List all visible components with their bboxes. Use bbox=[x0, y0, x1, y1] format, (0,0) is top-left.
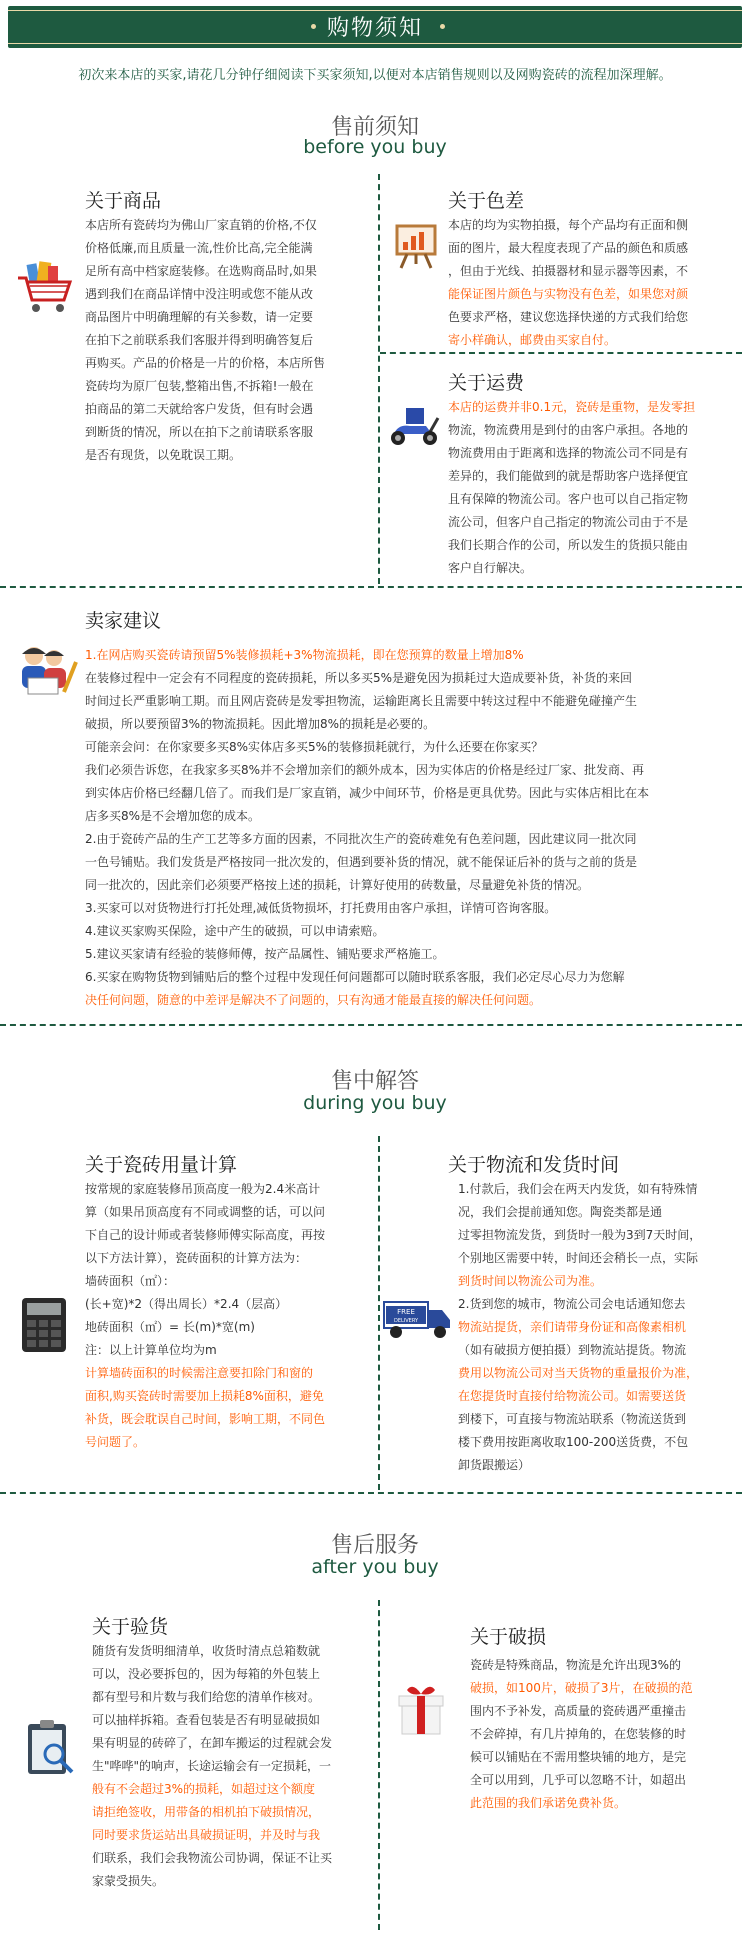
delivery-line: 到楼下，可直接与物流站联系（物流送货到 bbox=[458, 1412, 687, 1426]
delivery-line: 1.付款后，我们会在两天内发货，如有特殊情 bbox=[458, 1182, 698, 1196]
calc-line: 面积,购买瓷砖时需要加上损耗8%面积，避免 bbox=[85, 1389, 324, 1403]
advice-divider-bottom bbox=[0, 1024, 742, 1026]
delivery-line: 卸货跟搬运） bbox=[458, 1458, 531, 1472]
delivery-line: 楼下费用按距离收取100-200送货费，不包 bbox=[458, 1435, 689, 1449]
product-section-title: 关于商品 bbox=[85, 190, 162, 212]
delivery-line: 到货时间以物流公司为准。 bbox=[458, 1274, 603, 1288]
pre-sale-divider-bottom bbox=[0, 586, 742, 588]
inspect-line: 可以，没必要拆包的，因为每箱的外包装上 bbox=[92, 1667, 321, 1681]
advice-line: 一色号铺贴。我们发货是严格按同一批次发的，但遇到要补货的情况，就不能保证后补的货与之前的货是 bbox=[85, 855, 638, 869]
top-banner bbox=[8, 6, 742, 48]
damage-line: 全可以用到，几乎可以忽略不计，如超出 bbox=[470, 1773, 687, 1787]
inspect-line: 家蒙受损失。 bbox=[92, 1874, 165, 1888]
pre-sale-divider-vertical bbox=[378, 174, 380, 584]
product-line: 是否有现货，以免耽误工期。 bbox=[85, 448, 242, 462]
product-line: 商品图片中明确理解的有关参数，请一定要 bbox=[85, 310, 314, 324]
gift-box-icon bbox=[393, 1680, 449, 1738]
truck-label-sub: DELIVERY bbox=[393, 1318, 419, 1324]
inspect-line: 般有不会超过3%的损耗，如超过这个额度 bbox=[92, 1782, 316, 1796]
delivery-line: 费用以物流公司对当天货物的重量报价为准， bbox=[458, 1366, 699, 1380]
damage-line: 候可以铺贴在不需用整块铺的地方，是完 bbox=[470, 1750, 687, 1764]
damage-line: 围内不予补发，高质量的瓷砖遇严重撞击 bbox=[470, 1704, 687, 1718]
product-line: 拍商品的第二天就给客户发货，但有时会遇 bbox=[85, 402, 314, 416]
calc-line: (长+宽)*2（得出周长）*2.4（层高） bbox=[85, 1297, 288, 1311]
calc-line: 按常规的家庭装修吊顶高度一般为2.4米高计 bbox=[85, 1182, 321, 1196]
delivery-scooter-icon bbox=[386, 404, 442, 448]
after-sale-title-en: after you buy bbox=[311, 1556, 439, 1578]
delivery-line: 在您提货时直接付给物流公司。如需要送货 bbox=[458, 1389, 687, 1403]
advice-line: 2.由于瓷砖产品的生产工艺等多方面的因素，不同批次生产的瓷砖难免有色差问题，因此建议同一批次同 bbox=[85, 832, 637, 846]
in-sale-title-en: during you buy bbox=[303, 1092, 447, 1114]
banner-dot-right bbox=[440, 24, 445, 29]
advice-line: 4.建议买家购买保险，途中产生的破损，可以申请索赔。 bbox=[85, 924, 385, 938]
advice-line: 时间过长严重影响工期。而且网店瓷砖是发零担物流，运输距离长且需要中转这过程中不能避免碰撞产生 bbox=[85, 694, 638, 708]
calculator-icon bbox=[20, 1296, 68, 1354]
inspect-line: 果有明显的砖碎了，在卸车搬运的过程就会发 bbox=[92, 1736, 333, 1750]
damage-line: 不会碎掉，有几片掉角的，在您装修的时 bbox=[470, 1727, 687, 1741]
color-section-body bbox=[448, 214, 746, 352]
delivery-section-title: 关于物流和发货时间 bbox=[448, 1154, 620, 1176]
damage-section-title: 关于破损 bbox=[470, 1626, 547, 1648]
pre-sale-title-cn: 售前须知 bbox=[330, 115, 419, 140]
clipboard-inspect-icon bbox=[24, 1718, 78, 1780]
product-line: 遇到我们在商品详情中没注明或您不能从改 bbox=[85, 287, 314, 301]
truck-label: FREE bbox=[397, 1308, 415, 1316]
advice-line: 5.建议买家请有经验的装修师傅，按产品属性、铺贴要求严格施工。 bbox=[85, 947, 445, 961]
advice-line: 在装修过程中一定会有不同程度的瓷砖损耗，所以多买5%是避免因为损耗过大造成要补货，补货的来回 bbox=[85, 671, 633, 685]
shipping-line: 差异的，我们能做到的就是帮助客户选择便宜 bbox=[448, 469, 689, 483]
color-line: ，但由于光线、拍摄器材和显示器等因素，不 bbox=[448, 264, 689, 278]
advice-line: 我们必须告诉您，在我家多买8%并不会增加亲们的额外成本，因为实体店的价格是经过厂家、批发商、再 bbox=[85, 763, 645, 777]
calc-line: 以下方法计算），瓷砖面积的计算方法为： bbox=[85, 1251, 308, 1265]
inspect-line: 请拒绝签收，用带备的相机拍下破损情况， bbox=[92, 1805, 321, 1819]
inspect-line: 们联系，我们会我物流公司协调，保证不让买 bbox=[92, 1851, 333, 1865]
product-line: 瓷砖均为原厂包装,整箱出售,不拆箱!一般在 bbox=[85, 379, 314, 393]
shipping-section-title: 关于运费 bbox=[448, 372, 525, 394]
calc-line: 号问题了。 bbox=[85, 1435, 146, 1449]
intro-text: 初次来本店的买家,请花几分钟仔细阅读下买家须知,以便对本店销售规则以及网购瓷砖的流程加深理解。 bbox=[78, 68, 672, 83]
shipping-section-body bbox=[448, 396, 746, 580]
delivery-line: 况，我们会提前通知您。陶瓷类都是通 bbox=[458, 1205, 663, 1219]
in-sale-divider-vertical bbox=[378, 1136, 380, 1490]
damage-section-body bbox=[470, 1654, 746, 1815]
inspect-line: 都有型号和片数与我们给您的清单作核对。 bbox=[92, 1690, 321, 1704]
inspect-line: 同时要求货运站出具破损证明，并及时与我 bbox=[92, 1828, 321, 1842]
calc-line: 地砖面积（㎡）= 长(m)*宽(m) bbox=[85, 1320, 255, 1334]
calc-section-title: 关于瓷砖用量计算 bbox=[85, 1154, 238, 1176]
customer-service-icon bbox=[14, 642, 80, 698]
product-section-body bbox=[85, 214, 375, 467]
product-line: 再购买。产品的价格是一片的价格，本店所售 bbox=[85, 356, 326, 370]
shipping-line: 且有保障的物流公司。客户也可以自己指定物 bbox=[448, 492, 689, 506]
product-line: 足所有高中档家庭装修。在选购商品时,如果 bbox=[85, 264, 317, 278]
advice-section-body bbox=[85, 644, 745, 1012]
advice-section-title: 卖家建议 bbox=[85, 610, 162, 632]
shopping-cart-icon bbox=[14, 258, 76, 320]
shipping-line: 流公司，但客户自己指定的物流公司由于不是 bbox=[448, 515, 689, 529]
page-title: 购物须知 bbox=[326, 16, 423, 41]
color-line: 本店的均为实物拍摄，每个产品均有正面和侧 bbox=[448, 218, 689, 232]
pre-sale-divider-right bbox=[380, 352, 742, 354]
delivery-section-body bbox=[458, 1178, 746, 1477]
inspect-section-title: 关于验货 bbox=[92, 1616, 169, 1638]
advice-line: 店多买8%是不会增加您的成本。 bbox=[85, 809, 261, 823]
damage-line: 瓷砖是特殊商品，物流是允许出现3%的 bbox=[470, 1658, 682, 1672]
color-line: 寄小样确认，邮费由买家自付。 bbox=[448, 333, 617, 347]
calc-section-body bbox=[85, 1178, 375, 1454]
advice-line: 可能亲会问：在你家要多买8%实体店多买5%的装修损耗就行，为什么还要在你家买？ bbox=[85, 740, 544, 754]
delivery-line: 2.货到您的城市，物流公司会电话通知您去 bbox=[458, 1297, 686, 1311]
color-line: 色要求严格，建议您选择快递的方式我们给您 bbox=[448, 310, 689, 324]
advice-line: 破损，所以要预留3%的物流损耗。因此增加8%的损耗是必要的。 bbox=[85, 717, 436, 731]
after-sale-divider-vertical bbox=[378, 1600, 380, 1930]
advice-line: 到实体店价格已经翻几倍了。而我们是厂家直销，减少中间环节，价格是更具优势。因此与实体店相比在本 bbox=[85, 786, 650, 800]
after-sale-title-cn: 售后服务 bbox=[330, 1533, 419, 1558]
shipping-line: 物流，物流费用是到付的由客户承担。各地的 bbox=[448, 423, 689, 437]
delivery-line: 过零担物流发货，到货时一般为3到7天时间， bbox=[458, 1228, 702, 1242]
presentation-board-icon bbox=[393, 222, 439, 270]
pre-sale-title-en: before you buy bbox=[303, 136, 447, 158]
damage-line: 此范围的我们承诺免费补货。 bbox=[470, 1796, 627, 1810]
in-sale-title-cn: 售中解答 bbox=[330, 1069, 419, 1094]
color-section-title: 关于色差 bbox=[448, 190, 525, 212]
delivery-line: 物流站提货，亲们请带身份证和高像素相机 bbox=[458, 1320, 687, 1334]
product-line: 到断货的情况，所以在拍下之前请联系客服 bbox=[85, 425, 314, 439]
shipping-line: 物流费用由于距离和选择的物流公司不同是有 bbox=[448, 446, 689, 460]
color-line: 面的图片，最大程度表现了产品的颜色和质感 bbox=[448, 241, 689, 255]
advice-line: 3.买家可以对货物进行打托处理,减低货物损坏，打托费用由客户承担，详情可咨询客服。 bbox=[85, 901, 557, 915]
inspect-line: 生"哗哗"的响声，长途运输会有一定损耗，一 bbox=[92, 1759, 332, 1773]
advice-line: 决任何问题，随意的中差评是解决不了问题的，只有沟通才能最直接的解决任何问题。 bbox=[85, 993, 542, 1007]
delivery-line: 个别地区需要中转，时间还会稍长一点，实际 bbox=[458, 1251, 699, 1265]
calc-line: 计算墙砖面积的时候需注意要扣除门和窗的 bbox=[85, 1366, 314, 1380]
calc-line: 注：以上计算单位均为m bbox=[85, 1343, 217, 1357]
product-line: 价格低廉,而且质量一流,性价比高,完全能满 bbox=[85, 241, 313, 255]
calc-line: 下自己的设计师或者装修师傅实际高度，再按 bbox=[85, 1228, 326, 1242]
shipping-line: 我们长期合作的公司，所以发生的货损只能由 bbox=[448, 538, 689, 552]
damage-line: 破损，如100片，破损了3片，在破损的范 bbox=[470, 1681, 693, 1695]
inspect-section-body bbox=[92, 1640, 376, 1893]
advice-line: 同一批次的，因此亲们必须要严格按上述的损耗，计算好使用的砖数量，尽量避免补货的情况。 bbox=[85, 878, 590, 892]
advice-line: 6.买家在购物货物到铺贴后的整个过程中发现任何问题都可以随时联系客服，我们必定尽心尽力为您解 bbox=[85, 970, 625, 984]
free-delivery-truck-icon bbox=[382, 1298, 452, 1342]
color-line: 能保证图片颜色与实物没有色差，如果您对颜 bbox=[448, 287, 689, 301]
product-line: 在拍下之前联系我们客服并得到明确答复后 bbox=[85, 333, 314, 347]
inspect-line: 随货有发货明细清单，收货时清点总箱数就 bbox=[92, 1644, 321, 1658]
shipping-line: 客户自行解决。 bbox=[448, 561, 533, 575]
delivery-line: （如有破损方便拍摄）到物流站提货。物流 bbox=[458, 1343, 687, 1357]
in-sale-divider-bottom bbox=[0, 1492, 742, 1494]
calc-line: 补货，既会耽误自己时间，影响工期，不同色 bbox=[85, 1412, 326, 1426]
product-line: 本店所有瓷砖均为佛山厂家直销的价格,不仅 bbox=[85, 218, 317, 232]
calc-line: 墙砖面积（㎡）： bbox=[85, 1274, 176, 1288]
shipping-line: 本店的运费并非0.1元，瓷砖是重物，是发零担 bbox=[448, 400, 696, 414]
inspect-line: 可以抽样拆箱。查看包装是否有明显破损如 bbox=[92, 1713, 321, 1727]
calc-line: 算（如果吊顶高度有不同或调整的话，可以问 bbox=[85, 1205, 326, 1219]
advice-line: 1.在网店购买瓷砖请预留5%装修损耗+3%物流损耗，即在您预算的数量上增加8% bbox=[85, 648, 524, 662]
